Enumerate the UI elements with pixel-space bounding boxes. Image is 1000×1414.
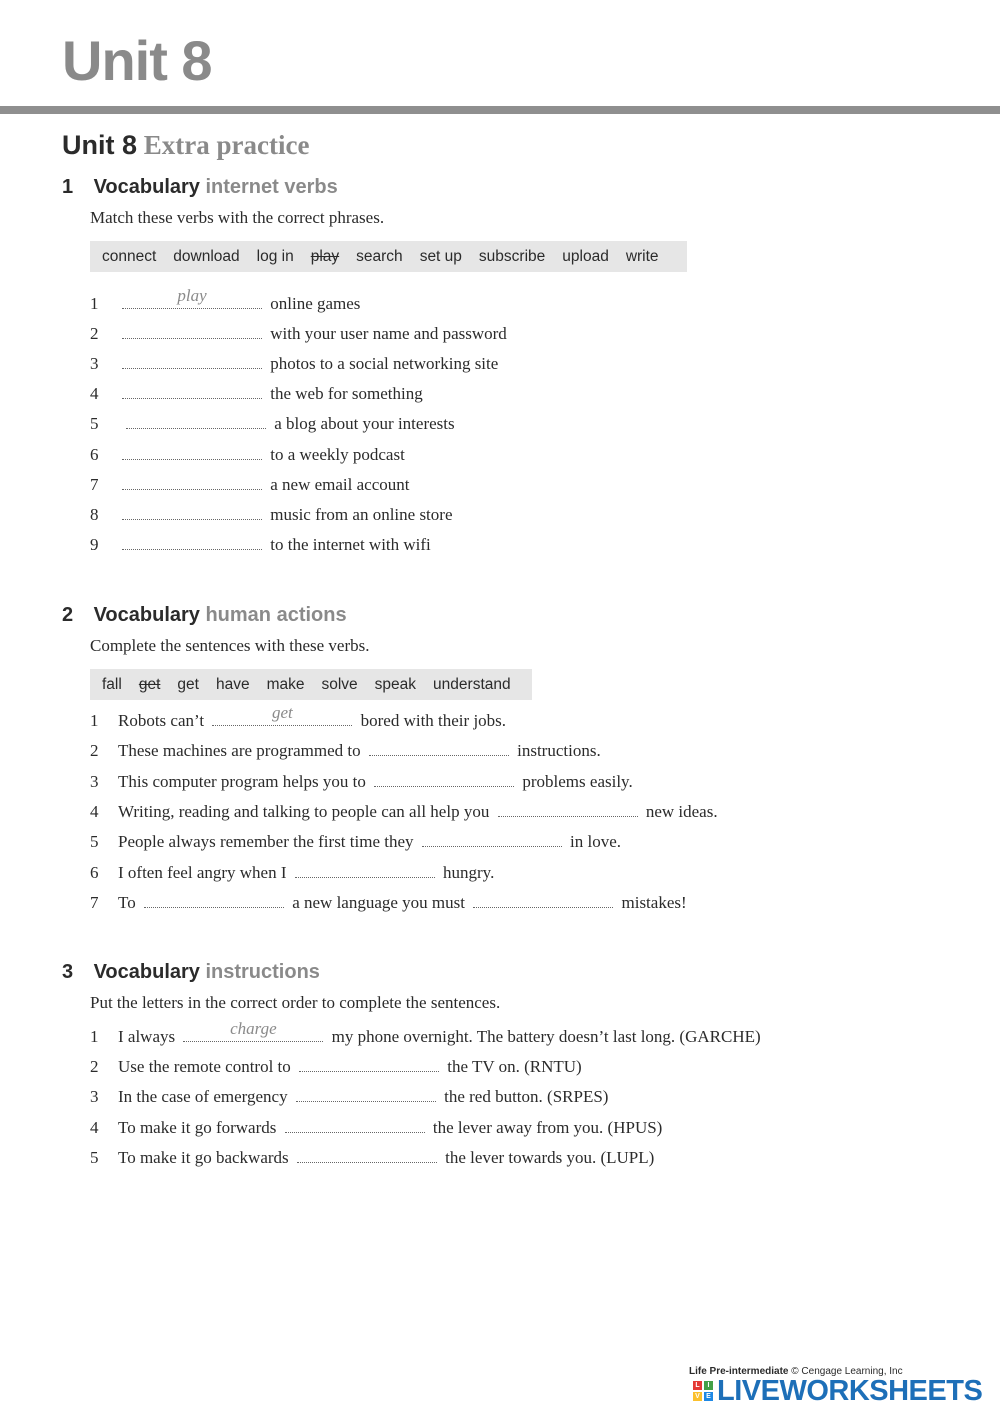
- item-number: 1: [90, 1027, 99, 1046]
- item-text-middle: a new language you must: [292, 893, 465, 912]
- word-chip: speak: [374, 675, 417, 693]
- exercise-item: [90, 350, 498, 375]
- word-chip: get: [177, 675, 199, 693]
- exercise-item: [90, 768, 633, 793]
- word-chip: make: [266, 675, 305, 693]
- answer-blank[interactable]: [212, 703, 352, 726]
- item-text-after: instructions.: [517, 741, 601, 760]
- answer-blank[interactable]: [126, 410, 266, 429]
- section-topic: instructions: [205, 961, 320, 983]
- item-number: 9: [90, 535, 99, 554]
- answer-blank[interactable]: [122, 350, 262, 369]
- answer-blank[interactable]: [422, 828, 562, 847]
- section-2-instruction: Complete the sentences with these verbs.: [90, 636, 370, 655]
- liveworksheets-brand: LIVEWORKSHEETS: [717, 1374, 983, 1407]
- page-title-subtitle: Extra practice: [143, 130, 310, 160]
- item-text-after: to a weekly podcast: [270, 445, 405, 464]
- item-text-after: the lever away from you. (HPUS): [432, 1118, 663, 1137]
- word-chip: subscribe: [478, 247, 546, 265]
- exercise-item: [90, 441, 405, 466]
- answer-example: get: [271, 703, 293, 722]
- answer-blank[interactable]: [122, 441, 262, 460]
- page-title: [62, 130, 309, 161]
- exercise-item: [90, 703, 507, 732]
- item-text-after: photos to a social networking site: [270, 354, 499, 373]
- item-text-before: These machines are programmed to: [118, 741, 361, 760]
- section-2-heading: [62, 604, 347, 627]
- item-text-after: my phone overnight. The battery doesn’t last long. (GARCHE): [331, 1027, 761, 1046]
- exercise-item: [90, 737, 601, 762]
- page-title-unit: Unit 8: [62, 130, 138, 160]
- item-number: 5: [90, 414, 99, 433]
- answer-example: play: [177, 286, 207, 305]
- item-text-after: problems easily.: [522, 772, 633, 791]
- item-number: 2: [90, 324, 99, 343]
- logo-letter: V: [693, 1392, 702, 1401]
- exercise-item: [90, 531, 431, 556]
- exercise-item: [90, 1114, 662, 1139]
- exercise-item: [90, 889, 687, 914]
- section-topic: human actions: [205, 604, 347, 626]
- item-text-after: music from an online store: [270, 505, 453, 524]
- footer-book-title: Life Pre-intermediate: [689, 1366, 789, 1377]
- section-number: 2: [62, 604, 74, 626]
- item-text-after: the web for something: [270, 384, 423, 403]
- section-topic: internet verbs: [205, 176, 338, 198]
- exercise-item: [90, 320, 507, 345]
- answer-blank[interactable]: [498, 798, 638, 817]
- item-text-before: I often feel angry when I: [118, 863, 287, 882]
- answer-example: charge: [230, 1019, 277, 1038]
- item-number: 2: [90, 741, 99, 760]
- word-chip: fall: [102, 675, 122, 693]
- item-text-before: This computer program helps you to: [118, 772, 366, 791]
- unit-header: Unit 8: [62, 29, 212, 92]
- word-chip: search: [356, 247, 403, 265]
- exercise-item: [90, 471, 410, 496]
- item-number: 4: [90, 802, 99, 821]
- item-text-before: People always remember the first time they: [118, 832, 414, 851]
- item-text-before: Robots can’t: [118, 711, 205, 730]
- word-chip: have: [215, 675, 250, 693]
- answer-blank[interactable]: [122, 531, 262, 550]
- answer-blank[interactable]: [299, 1053, 439, 1072]
- answer-blank[interactable]: [122, 501, 262, 520]
- item-number: 4: [90, 384, 99, 403]
- word-chip: set up: [419, 247, 462, 265]
- exercise-item: [90, 1083, 608, 1108]
- answer-blank[interactable]: [369, 737, 509, 756]
- item-number: 1: [90, 711, 99, 730]
- answer-blank[interactable]: [122, 471, 262, 490]
- answer-blank[interactable]: [297, 1144, 437, 1163]
- word-chip: log in: [256, 247, 294, 265]
- answer-blank[interactable]: [295, 859, 435, 878]
- item-number: 3: [90, 354, 99, 373]
- word-chip: connect: [102, 247, 157, 265]
- answer-blank[interactable]: [122, 286, 262, 309]
- item-text-after: the TV on. (RNTU): [447, 1057, 582, 1076]
- section-label: Vocabulary: [93, 176, 200, 198]
- section-1-instruction: Match these verbs with the correct phrases.: [90, 208, 385, 227]
- item-text-before: Use the remote control to: [118, 1057, 291, 1076]
- section-label: Vocabulary: [93, 604, 200, 626]
- section-1-heading: [62, 176, 338, 199]
- section-number: 1: [62, 176, 74, 198]
- section-3-instruction: Put the letters in the correct order to complete the sentences.: [90, 993, 501, 1012]
- item-text-after: bored with their jobs.: [360, 711, 507, 730]
- section-number: 3: [62, 961, 74, 983]
- exercise-item: [90, 410, 455, 435]
- section-2-word-box: [90, 669, 532, 700]
- item-text-before: In the case of emergency: [118, 1087, 288, 1106]
- item-text-before: To make it go backwards: [118, 1148, 289, 1167]
- exercise-item: [90, 828, 621, 853]
- answer-blank[interactable]: [374, 768, 514, 787]
- item-number: 7: [90, 475, 99, 494]
- item-text-after: the red button. (SRPES): [444, 1087, 609, 1106]
- exercise-item: [90, 859, 494, 884]
- word-chip-used: get: [138, 675, 161, 693]
- item-number: 5: [90, 1148, 99, 1167]
- item-text-before: To: [118, 893, 136, 912]
- item-text-after: new ideas.: [645, 802, 718, 821]
- item-text-after: a new email account: [270, 475, 410, 494]
- word-chip: solve: [321, 675, 358, 693]
- item-number: 1: [90, 294, 99, 313]
- item-text-after: the lever towards you. (LUPL): [445, 1148, 655, 1167]
- item-number: 3: [90, 772, 99, 791]
- item-text-after: in love.: [570, 832, 622, 851]
- word-chip: write: [625, 247, 659, 265]
- answer-blank[interactable]: [285, 1114, 425, 1133]
- item-text-after: to the internet with wifi: [270, 535, 431, 554]
- word-chip: download: [173, 247, 240, 265]
- exercise-item: [90, 286, 361, 315]
- liveworksheets-logo-icon: [693, 1381, 713, 1401]
- exercise-item: [90, 501, 453, 526]
- answer-blank[interactable]: [296, 1083, 436, 1102]
- item-text-after: mistakes!: [621, 893, 687, 912]
- exercise-item: [90, 798, 718, 823]
- item-number: 2: [90, 1057, 99, 1076]
- footer-copyright: © Cengage Learning, Inc: [791, 1366, 903, 1377]
- exercise-item: [90, 380, 423, 405]
- logo-letter: L: [693, 1381, 702, 1390]
- item-text-after: online games: [270, 294, 361, 313]
- item-number: 4: [90, 1118, 99, 1137]
- item-text-after: with your user name and password: [270, 324, 507, 343]
- exercise-item: [90, 1053, 582, 1078]
- word-chip: understand: [433, 675, 511, 693]
- word-chip: upload: [562, 247, 609, 265]
- section-label: Vocabulary: [93, 961, 200, 983]
- item-text-before: I always: [118, 1027, 176, 1046]
- item-number: 6: [90, 445, 99, 464]
- logo-letter: E: [704, 1392, 713, 1401]
- answer-blank[interactable]: [183, 1019, 323, 1042]
- answer-blank[interactable]: [473, 889, 613, 908]
- exercise-item: [90, 1019, 761, 1048]
- item-text-before: Writing, reading and talking to people can all help you: [118, 802, 490, 821]
- item-number: 7: [90, 893, 99, 912]
- item-number: 8: [90, 505, 99, 524]
- exercise-item: [90, 1144, 654, 1169]
- liveworksheets-logo[interactable]: [693, 1376, 982, 1406]
- item-text-after: hungry.: [443, 863, 495, 882]
- logo-letter: I: [704, 1381, 713, 1390]
- item-number: 5: [90, 832, 99, 851]
- answer-blank[interactable]: [122, 320, 262, 339]
- section-3-heading: [62, 961, 320, 984]
- answer-blank[interactable]: [122, 380, 262, 399]
- header-rule: [0, 106, 1000, 114]
- section-1-word-box: [90, 241, 687, 272]
- item-number: 3: [90, 1087, 99, 1106]
- item-number: 6: [90, 863, 99, 882]
- item-text-after: a blog about your interests: [274, 414, 455, 433]
- item-text-before: To make it go forwards: [118, 1118, 277, 1137]
- answer-blank[interactable]: [144, 889, 284, 908]
- word-chip-used: play: [310, 247, 340, 265]
